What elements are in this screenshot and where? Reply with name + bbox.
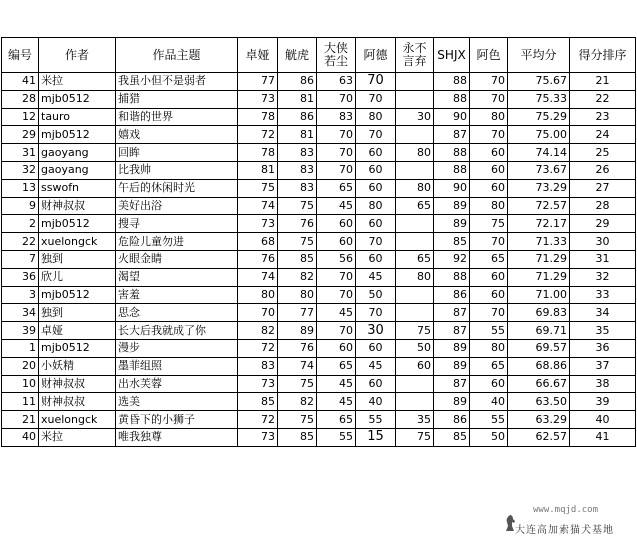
cell-author: 财神叔叔 bbox=[39, 375, 116, 393]
cell-ase: 65 bbox=[470, 357, 508, 375]
cell-ade: 80 bbox=[356, 108, 396, 126]
cell-zhuoya: 78 bbox=[238, 144, 278, 162]
table-row bbox=[2, 197, 636, 215]
cell-title: 和谐的世界 bbox=[116, 108, 238, 126]
cell-zhuoya: 77 bbox=[238, 73, 278, 91]
cell-ase: 60 bbox=[470, 179, 508, 197]
cell-rank: 23 bbox=[570, 108, 636, 126]
cell-title: 害羞 bbox=[116, 286, 238, 304]
table-row bbox=[2, 250, 636, 268]
cell-rank: 35 bbox=[570, 322, 636, 340]
cell-author: mjb0512 bbox=[39, 126, 116, 144]
table-row bbox=[2, 322, 636, 340]
cell-daxia: 45 bbox=[317, 304, 356, 322]
cell-average: 73.67 bbox=[508, 161, 570, 179]
cell-title: 危险儿童勿进 bbox=[116, 233, 238, 251]
cell-zhuoya: 72 bbox=[238, 126, 278, 144]
cell-ase: 60 bbox=[470, 375, 508, 393]
cell-ase: 70 bbox=[470, 73, 508, 91]
cell-ase: 80 bbox=[470, 108, 508, 126]
cell-gonghu: 85 bbox=[278, 428, 317, 446]
cell-average: 74.14 bbox=[508, 144, 570, 162]
cell-shjx: 89 bbox=[434, 197, 470, 215]
cell-rank: 39 bbox=[570, 393, 636, 411]
cell-title: 漫步 bbox=[116, 339, 238, 357]
cell-ade: 60 bbox=[356, 161, 396, 179]
cell-rank: 28 bbox=[570, 197, 636, 215]
cell-daxia: 45 bbox=[317, 197, 356, 215]
cell-id: 32 bbox=[2, 161, 39, 179]
cell-yongbu: 75 bbox=[396, 428, 434, 446]
cell-rank: 30 bbox=[570, 233, 636, 251]
cell-daxia: 70 bbox=[317, 90, 356, 108]
cell-title: 出水芙蓉 bbox=[116, 375, 238, 393]
cell-shjx: 92 bbox=[434, 250, 470, 268]
cell-author: xuelongck bbox=[39, 233, 116, 251]
cell-average: 69.57 bbox=[508, 339, 570, 357]
cell-zhuoya: 80 bbox=[238, 286, 278, 304]
column-header: 编号 bbox=[2, 38, 39, 73]
cell-shjx: 88 bbox=[434, 268, 470, 286]
cell-average: 66.67 bbox=[508, 375, 570, 393]
cell-rank: 27 bbox=[570, 179, 636, 197]
cell-ase: 50 bbox=[470, 428, 508, 446]
cell-zhuoya: 68 bbox=[238, 233, 278, 251]
cell-shjx: 88 bbox=[434, 161, 470, 179]
cell-gonghu: 86 bbox=[278, 108, 317, 126]
cell-title: 选美 bbox=[116, 393, 238, 411]
cell-shjx: 89 bbox=[434, 215, 470, 233]
table-row bbox=[2, 286, 636, 304]
cell-ase: 60 bbox=[470, 286, 508, 304]
cell-author: mjb0512 bbox=[39, 286, 116, 304]
table-body bbox=[2, 73, 636, 447]
cell-id: 21 bbox=[2, 411, 39, 429]
cell-daxia: 55 bbox=[317, 428, 356, 446]
cell-yongbu: 65 bbox=[396, 197, 434, 215]
cell-id: 36 bbox=[2, 268, 39, 286]
column-header: 作者 bbox=[39, 38, 116, 73]
cell-shjx: 89 bbox=[434, 393, 470, 411]
cell-ase: 60 bbox=[470, 161, 508, 179]
cell-daxia: 70 bbox=[317, 268, 356, 286]
table-row bbox=[2, 233, 636, 251]
column-header: 大侠 若尘 bbox=[317, 38, 356, 73]
table-row bbox=[2, 215, 636, 233]
cell-title: 思念 bbox=[116, 304, 238, 322]
cell-shjx: 88 bbox=[434, 90, 470, 108]
cell-rank: 24 bbox=[570, 126, 636, 144]
cell-average: 68.86 bbox=[508, 357, 570, 375]
cell-ase: 40 bbox=[470, 393, 508, 411]
cell-id: 20 bbox=[2, 357, 39, 375]
cell-id: 28 bbox=[2, 90, 39, 108]
cell-gonghu: 75 bbox=[278, 197, 317, 215]
cell-yongbu: 65 bbox=[396, 250, 434, 268]
cell-ade: 55 bbox=[356, 411, 396, 429]
column-header: 卓娅 bbox=[238, 38, 278, 73]
watermark-url: www.mqjd.com bbox=[533, 505, 599, 515]
cell-ade: 60 bbox=[356, 215, 396, 233]
cell-yongbu: 75 bbox=[396, 322, 434, 340]
cell-author: 独到 bbox=[39, 250, 116, 268]
cell-gonghu: 89 bbox=[278, 322, 317, 340]
cell-ade: 60 bbox=[356, 375, 396, 393]
cell-yongbu bbox=[396, 73, 434, 91]
cell-ase: 80 bbox=[470, 197, 508, 215]
cell-id: 9 bbox=[2, 197, 39, 215]
cell-yongbu bbox=[396, 375, 434, 393]
cell-rank: 29 bbox=[570, 215, 636, 233]
cell-author: 独到 bbox=[39, 304, 116, 322]
cell-zhuoya: 83 bbox=[238, 357, 278, 375]
cell-ade: 80 bbox=[356, 197, 396, 215]
cell-gonghu: 75 bbox=[278, 375, 317, 393]
cell-yongbu: 80 bbox=[396, 268, 434, 286]
cell-author: xuelongck bbox=[39, 411, 116, 429]
cell-id: 22 bbox=[2, 233, 39, 251]
cell-ade: 60 bbox=[356, 339, 396, 357]
cell-gonghu: 85 bbox=[278, 250, 317, 268]
cell-rank: 25 bbox=[570, 144, 636, 162]
cell-yongbu bbox=[396, 215, 434, 233]
table-row bbox=[2, 126, 636, 144]
cell-ase: 70 bbox=[470, 126, 508, 144]
cell-daxia: 60 bbox=[317, 233, 356, 251]
cell-gonghu: 81 bbox=[278, 90, 317, 108]
cell-shjx: 85 bbox=[434, 428, 470, 446]
cell-shjx: 87 bbox=[434, 126, 470, 144]
cell-gonghu: 77 bbox=[278, 304, 317, 322]
cell-title: 比我帅 bbox=[116, 161, 238, 179]
cell-gonghu: 76 bbox=[278, 339, 317, 357]
table-row bbox=[2, 339, 636, 357]
cell-average: 71.00 bbox=[508, 286, 570, 304]
cell-shjx: 87 bbox=[434, 304, 470, 322]
cell-title: 火眼金睛 bbox=[116, 250, 238, 268]
cell-gonghu: 83 bbox=[278, 161, 317, 179]
cell-author: tauro bbox=[39, 108, 116, 126]
cell-yongbu bbox=[396, 161, 434, 179]
cell-shjx: 88 bbox=[434, 144, 470, 162]
cell-author: gaoyang bbox=[39, 144, 116, 162]
cell-zhuoya: 82 bbox=[238, 322, 278, 340]
cell-yongbu bbox=[396, 393, 434, 411]
cell-ase: 75 bbox=[470, 215, 508, 233]
cell-ase: 65 bbox=[470, 250, 508, 268]
cell-title: 我虽小但不是弱者 bbox=[116, 73, 238, 91]
cell-ase: 70 bbox=[470, 304, 508, 322]
table-row bbox=[2, 144, 636, 162]
cell-title: 午后的休闲时光 bbox=[116, 179, 238, 197]
cell-ade: 70 bbox=[356, 233, 396, 251]
cell-yongbu bbox=[396, 286, 434, 304]
cell-id: 1 bbox=[2, 339, 39, 357]
cell-ase: 80 bbox=[470, 339, 508, 357]
cell-daxia: 70 bbox=[317, 161, 356, 179]
cell-rank: 21 bbox=[570, 73, 636, 91]
cell-daxia: 70 bbox=[317, 126, 356, 144]
cell-rank: 36 bbox=[570, 339, 636, 357]
cell-zhuoya: 73 bbox=[238, 375, 278, 393]
cell-shjx: 88 bbox=[434, 73, 470, 91]
cell-zhuoya: 70 bbox=[238, 304, 278, 322]
cell-zhuoya: 81 bbox=[238, 161, 278, 179]
cell-ade: 50 bbox=[356, 286, 396, 304]
cell-ase: 60 bbox=[470, 144, 508, 162]
cell-rank: 22 bbox=[570, 90, 636, 108]
table-row bbox=[2, 428, 636, 446]
cell-title: 长大后我就成了你 bbox=[116, 322, 238, 340]
cell-shjx: 87 bbox=[434, 322, 470, 340]
cell-gonghu: 82 bbox=[278, 393, 317, 411]
cell-average: 71.33 bbox=[508, 233, 570, 251]
cell-zhuoya: 73 bbox=[238, 90, 278, 108]
cell-author: 米拉 bbox=[39, 73, 116, 91]
cell-average: 73.29 bbox=[508, 179, 570, 197]
cell-average: 63.29 bbox=[508, 411, 570, 429]
column-header: SHJX bbox=[434, 38, 470, 73]
cell-average: 75.00 bbox=[508, 126, 570, 144]
cell-title: 嬉戏 bbox=[116, 126, 238, 144]
cell-daxia: 60 bbox=[317, 215, 356, 233]
cell-daxia: 45 bbox=[317, 393, 356, 411]
cell-gonghu: 81 bbox=[278, 126, 317, 144]
cell-average: 63.50 bbox=[508, 393, 570, 411]
cell-daxia: 65 bbox=[317, 411, 356, 429]
table-row bbox=[2, 268, 636, 286]
cell-ade: 60 bbox=[356, 179, 396, 197]
cell-average: 75.29 bbox=[508, 108, 570, 126]
cell-yongbu bbox=[396, 126, 434, 144]
table-row bbox=[2, 179, 636, 197]
cell-author: 米拉 bbox=[39, 428, 116, 446]
cell-zhuoya: 85 bbox=[238, 393, 278, 411]
cell-zhuoya: 74 bbox=[238, 197, 278, 215]
cell-author: gaoyang bbox=[39, 161, 116, 179]
cell-id: 3 bbox=[2, 286, 39, 304]
table-row bbox=[2, 304, 636, 322]
cell-id: 40 bbox=[2, 428, 39, 446]
cell-gonghu: 74 bbox=[278, 357, 317, 375]
cell-rank: 34 bbox=[570, 304, 636, 322]
cell-rank: 41 bbox=[570, 428, 636, 446]
cell-yongbu bbox=[396, 90, 434, 108]
cell-zhuoya: 76 bbox=[238, 250, 278, 268]
cell-zhuoya: 72 bbox=[238, 411, 278, 429]
cell-yongbu: 50 bbox=[396, 339, 434, 357]
cell-author: 卓娅 bbox=[39, 322, 116, 340]
cell-daxia: 45 bbox=[317, 375, 356, 393]
cell-average: 71.29 bbox=[508, 250, 570, 268]
cell-rank: 38 bbox=[570, 375, 636, 393]
cell-gonghu: 76 bbox=[278, 215, 317, 233]
cell-ade: 70 bbox=[356, 90, 396, 108]
table-row bbox=[2, 357, 636, 375]
cell-id: 34 bbox=[2, 304, 39, 322]
column-header: 阿色 bbox=[470, 38, 508, 73]
cell-gonghu: 82 bbox=[278, 268, 317, 286]
cell-author: mjb0512 bbox=[39, 215, 116, 233]
cell-gonghu: 80 bbox=[278, 286, 317, 304]
cell-daxia: 70 bbox=[317, 322, 356, 340]
cell-shjx: 86 bbox=[434, 286, 470, 304]
cell-daxia: 56 bbox=[317, 250, 356, 268]
cell-shjx: 89 bbox=[434, 357, 470, 375]
cell-rank: 26 bbox=[570, 161, 636, 179]
column-header: 作品主题 bbox=[116, 38, 238, 73]
cell-average: 75.33 bbox=[508, 90, 570, 108]
cell-average: 72.57 bbox=[508, 197, 570, 215]
cell-title: 美好出浴 bbox=[116, 197, 238, 215]
cell-gonghu: 75 bbox=[278, 233, 317, 251]
cell-gonghu: 83 bbox=[278, 179, 317, 197]
cell-title: 黄昏下的小狮子 bbox=[116, 411, 238, 429]
cell-yongbu: 30 bbox=[396, 108, 434, 126]
column-header: 阿德 bbox=[356, 38, 396, 73]
cell-ade: 70 bbox=[356, 304, 396, 322]
cell-author: 小妖精 bbox=[39, 357, 116, 375]
cell-ade: 30 bbox=[356, 322, 396, 340]
cell-id: 29 bbox=[2, 126, 39, 144]
cell-daxia: 60 bbox=[317, 339, 356, 357]
cell-yongbu: 80 bbox=[396, 179, 434, 197]
cell-ase: 70 bbox=[470, 233, 508, 251]
cell-daxia: 65 bbox=[317, 357, 356, 375]
cell-id: 13 bbox=[2, 179, 39, 197]
cell-title: 渴望 bbox=[116, 268, 238, 286]
cell-gonghu: 86 bbox=[278, 73, 317, 91]
cell-ade: 45 bbox=[356, 357, 396, 375]
cell-zhuoya: 73 bbox=[238, 428, 278, 446]
watermark-name: 大连高加索猫犬基地 bbox=[515, 525, 614, 536]
cell-daxia: 83 bbox=[317, 108, 356, 126]
cell-title: 回眸 bbox=[116, 144, 238, 162]
cell-ase: 55 bbox=[470, 411, 508, 429]
table-row bbox=[2, 73, 636, 91]
header-row bbox=[2, 38, 636, 73]
cell-id: 10 bbox=[2, 375, 39, 393]
cell-gonghu: 75 bbox=[278, 411, 317, 429]
cell-id: 41 bbox=[2, 73, 39, 91]
cell-ade: 40 bbox=[356, 393, 396, 411]
cell-title: 捕猎 bbox=[116, 90, 238, 108]
cell-zhuoya: 78 bbox=[238, 108, 278, 126]
cell-average: 69.83 bbox=[508, 304, 570, 322]
cell-shjx: 87 bbox=[434, 375, 470, 393]
cell-author: 财神叔叔 bbox=[39, 393, 116, 411]
table-row bbox=[2, 375, 636, 393]
cell-ade: 70 bbox=[356, 126, 396, 144]
cell-average: 69.71 bbox=[508, 322, 570, 340]
cell-id: 2 bbox=[2, 215, 39, 233]
cell-ade: 60 bbox=[356, 250, 396, 268]
cell-shjx: 89 bbox=[434, 339, 470, 357]
cell-id: 39 bbox=[2, 322, 39, 340]
cell-daxia: 65 bbox=[317, 179, 356, 197]
cell-daxia: 70 bbox=[317, 286, 356, 304]
cell-rank: 37 bbox=[570, 357, 636, 375]
cell-yongbu: 60 bbox=[396, 357, 434, 375]
column-header: 得分排序 bbox=[570, 38, 636, 73]
column-header: 永不 言弃 bbox=[396, 38, 434, 73]
cell-ade: 60 bbox=[356, 144, 396, 162]
table-row bbox=[2, 393, 636, 411]
cell-gonghu: 83 bbox=[278, 144, 317, 162]
cell-author: 财神叔叔 bbox=[39, 197, 116, 215]
cell-yongbu: 80 bbox=[396, 144, 434, 162]
cell-average: 62.57 bbox=[508, 428, 570, 446]
cell-yongbu: 35 bbox=[396, 411, 434, 429]
cell-zhuoya: 75 bbox=[238, 179, 278, 197]
column-header: 觥虎 bbox=[278, 38, 317, 73]
cell-zhuoya: 73 bbox=[238, 215, 278, 233]
cell-id: 7 bbox=[2, 250, 39, 268]
cell-id: 12 bbox=[2, 108, 39, 126]
cell-id: 31 bbox=[2, 144, 39, 162]
table-row bbox=[2, 90, 636, 108]
cell-ade: 70 bbox=[356, 73, 396, 91]
cell-shjx: 86 bbox=[434, 411, 470, 429]
cell-average: 75.67 bbox=[508, 73, 570, 91]
cell-author: 欣儿 bbox=[39, 268, 116, 286]
cell-title: 墨菲组照 bbox=[116, 357, 238, 375]
cell-yongbu bbox=[396, 304, 434, 322]
cell-author: sswofn bbox=[39, 179, 116, 197]
cell-rank: 40 bbox=[570, 411, 636, 429]
cell-rank: 33 bbox=[570, 286, 636, 304]
cell-shjx: 90 bbox=[434, 108, 470, 126]
cell-daxia: 70 bbox=[317, 144, 356, 162]
cell-ade: 15 bbox=[356, 428, 396, 446]
table-row bbox=[2, 108, 636, 126]
column-header: 平均分 bbox=[508, 38, 570, 73]
cell-average: 72.17 bbox=[508, 215, 570, 233]
table-row bbox=[2, 161, 636, 179]
cell-daxia: 63 bbox=[317, 73, 356, 91]
cell-zhuoya: 74 bbox=[238, 268, 278, 286]
score-table bbox=[1, 37, 636, 447]
cell-average: 71.29 bbox=[508, 268, 570, 286]
cell-ade: 45 bbox=[356, 268, 396, 286]
cell-author: mjb0512 bbox=[39, 90, 116, 108]
cell-ase: 70 bbox=[470, 90, 508, 108]
cell-ase: 60 bbox=[470, 268, 508, 286]
cell-title: 搜寻 bbox=[116, 215, 238, 233]
cell-rank: 32 bbox=[570, 268, 636, 286]
cell-yongbu bbox=[396, 233, 434, 251]
cell-author: mjb0512 bbox=[39, 339, 116, 357]
table-row bbox=[2, 411, 636, 429]
cell-ase: 55 bbox=[470, 322, 508, 340]
cell-shjx: 90 bbox=[434, 179, 470, 197]
cell-rank: 31 bbox=[570, 250, 636, 268]
cell-shjx: 85 bbox=[434, 233, 470, 251]
cell-id: 11 bbox=[2, 393, 39, 411]
cell-zhuoya: 72 bbox=[238, 339, 278, 357]
cell-title: 唯我独尊 bbox=[116, 428, 238, 446]
